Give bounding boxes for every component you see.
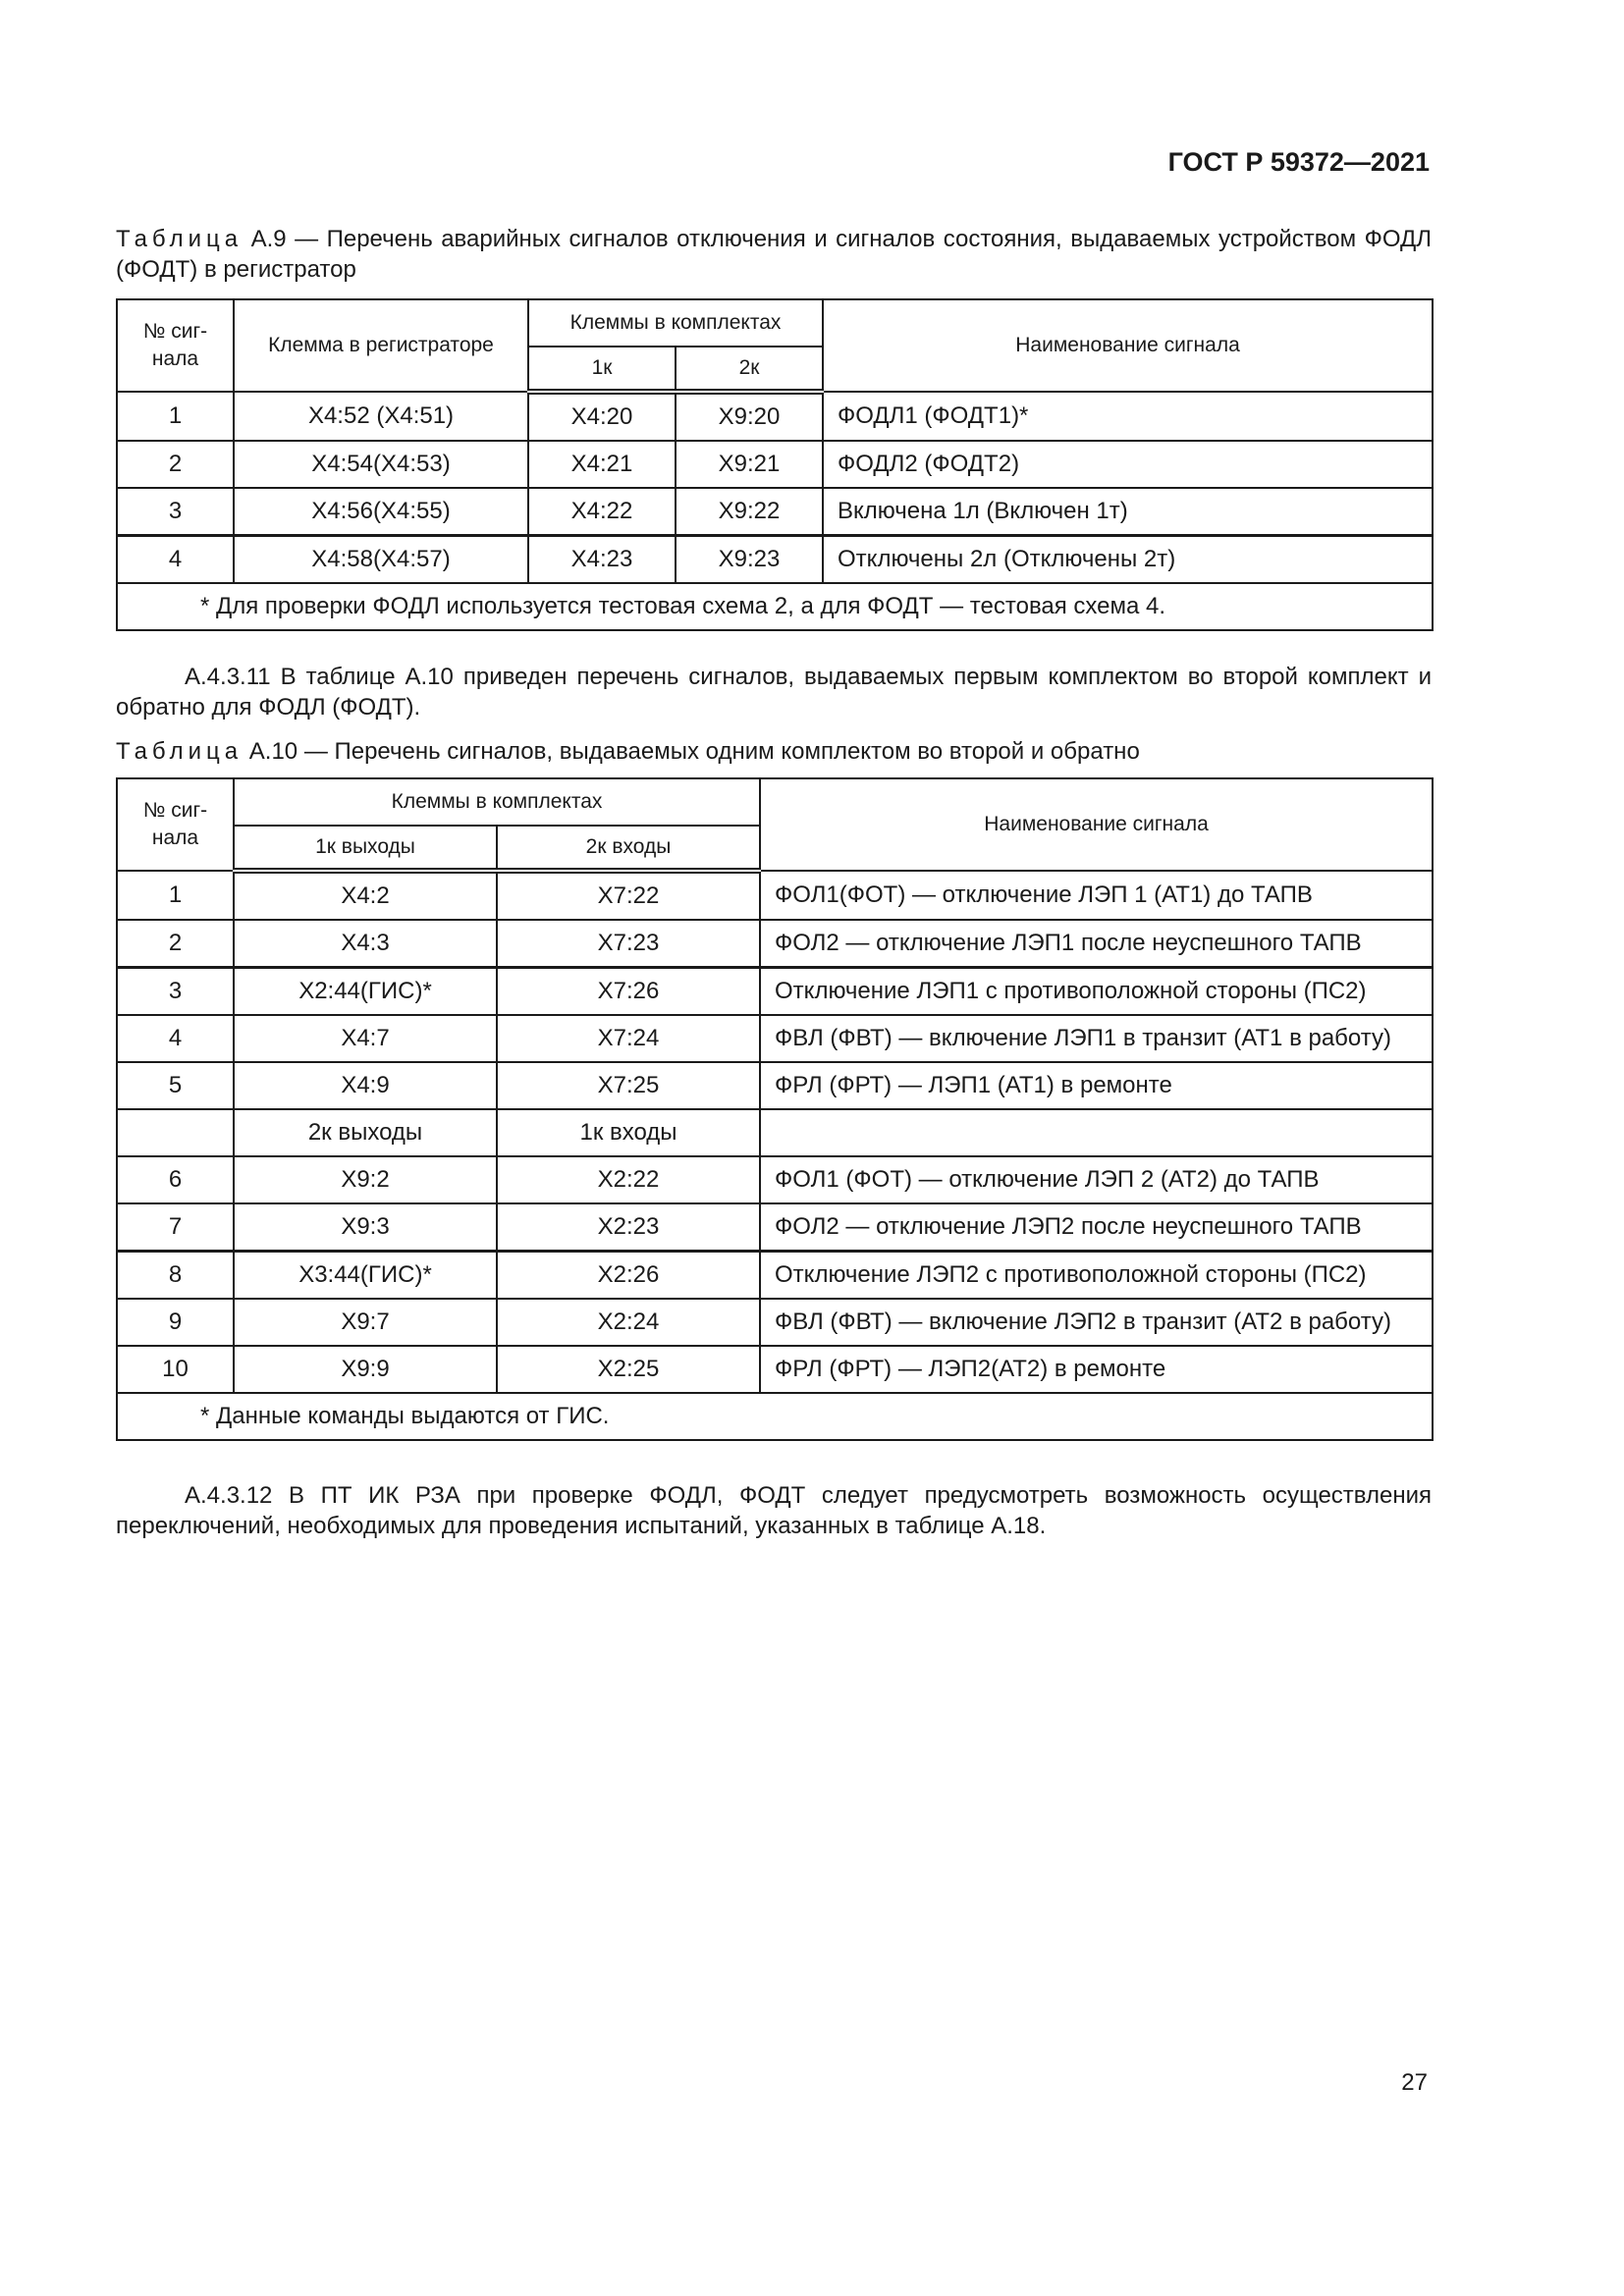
table-a10-caption	[116, 736, 1432, 767]
cell-output: X4:2	[234, 871, 497, 920]
table-row	[117, 1203, 1433, 1252]
table-a9-footnote: * Для проверки ФОДЛ используется тестовая схема 2, а для ФОДТ — тестовая схема 4.	[117, 583, 1433, 630]
header-set-1k: 1к	[528, 347, 676, 392]
cell-num: 5	[117, 1062, 234, 1109]
cell-signal-name: Включена 1л (Включен 1т)	[823, 488, 1433, 536]
table-a10-footnote: * Данные команды выдаются от ГИС.	[117, 1393, 1433, 1440]
cell-output: X9:7	[234, 1299, 497, 1346]
table-row	[117, 920, 1433, 968]
header-signal-name: Наименование сигнала	[823, 299, 1433, 392]
cell-input: X7:25	[497, 1062, 760, 1109]
cell-empty	[117, 1109, 234, 1156]
cell-num: 2	[117, 920, 234, 968]
cell-input: X7:23	[497, 920, 760, 968]
header-signal-number: № сиг-нала	[117, 778, 234, 871]
cell-num: 1	[117, 392, 234, 441]
cell-input: X2:24	[497, 1299, 760, 1346]
page-number: 27	[1401, 2069, 1428, 2096]
table-row	[117, 968, 1433, 1016]
table-footnote-row	[117, 1393, 1433, 1440]
subheader-1k-inputs: 1к входы	[497, 1109, 760, 1156]
cell-num: 4	[117, 536, 234, 584]
table-row	[117, 1299, 1433, 1346]
cell-input: X2:23	[497, 1203, 760, 1252]
cell-signal-name: Отключение ЛЭП2 с противоположной стороны (ПС2)	[760, 1252, 1433, 1300]
header-signal-number: № сиг-нала	[117, 299, 234, 392]
cell-register: X4:58(X4:57)	[234, 536, 528, 584]
paragraph-a4-3-11-text: А.4.3.11 В таблице А.10 приведен перечень сигналов, выдаваемых первым комплектом во второй комплект и обратно для ФОДЛ (ФОДТ).	[116, 664, 1432, 721]
cell-signal-name: ФВЛ (ФВТ) — включение ЛЭП1 в транзит (АТ1 в работу)	[760, 1015, 1433, 1062]
cell-register: X4:52 (X4:51)	[234, 392, 528, 441]
cell-num: 3	[117, 968, 234, 1016]
cell-num: 2	[117, 441, 234, 488]
cell-num: 3	[117, 488, 234, 536]
cell-output: X9:3	[234, 1203, 497, 1252]
cell-output: X9:9	[234, 1346, 497, 1393]
header-1k-outputs: 1к выходы	[234, 826, 497, 871]
table-row	[117, 488, 1433, 536]
cell-input: X7:22	[497, 871, 760, 920]
cell-signal-name: Отключение ЛЭП1 с противоположной стороны (ПС2)	[760, 968, 1433, 1016]
table-a9-caption-prefix: Таблица	[116, 226, 244, 252]
cell-num: 7	[117, 1203, 234, 1252]
table-footnote-row	[117, 583, 1433, 630]
cell-signal-name: ФОЛ2 — отключение ЛЭП1 после неуспешного ТАПВ	[760, 920, 1433, 968]
cell-output: X4:7	[234, 1015, 497, 1062]
cell-1k: X4:22	[528, 488, 676, 536]
header-set-terminals: Клеммы в комплектах	[234, 778, 760, 826]
cell-1k: X4:21	[528, 441, 676, 488]
cell-num: 4	[117, 1015, 234, 1062]
subheader-2k-outputs: 2к выходы	[234, 1109, 497, 1156]
cell-signal-name: ФОЛ1 (ФОТ) — отключение ЛЭП 2 (АТ2) до ТАПВ	[760, 1156, 1433, 1203]
cell-output: X3:44(ГИС)*	[234, 1252, 497, 1300]
cell-register: X4:54(X4:53)	[234, 441, 528, 488]
cell-input: X2:25	[497, 1346, 760, 1393]
paragraph-a4-3-12	[116, 1480, 1432, 1541]
header-register-terminal: Клемма в регистраторе	[234, 299, 528, 392]
table-row	[117, 871, 1433, 920]
cell-1k: X4:20	[528, 392, 676, 441]
table-row	[117, 536, 1433, 584]
header-set-2k: 2к	[676, 347, 823, 392]
standard-number: ГОСТ Р 59372—2021	[1167, 147, 1430, 177]
table-a10	[116, 777, 1434, 1441]
cell-signal-name: ФРЛ (ФРТ) — ЛЭП1 (АТ1) в ремонте	[760, 1062, 1433, 1109]
cell-signal-name: ФОЛ1(ФОТ) — отключение ЛЭП 1 (АТ1) до ТАПВ	[760, 871, 1433, 920]
paragraph-a4-3-12-text: А.4.3.12 В ПТ ИК РЗА при проверке ФОДЛ, ФОДТ следует предусмотреть возможность осуществления переключений, необходимых для проведения испытаний, указанных в таблице А.18.	[116, 1482, 1432, 1539]
cell-num: 8	[117, 1252, 234, 1300]
table-a9-caption-text: А.9 — Перечень аварийных сигналов отключения и сигналов состояния, выдаваемых устройством ФОДЛ (ФОДТ) в регистратор	[116, 226, 1432, 283]
cell-input: X2:26	[497, 1252, 760, 1300]
cell-signal-name: ФОЛ2 — отключение ЛЭП2 после неуспешного ТАПВ	[760, 1203, 1433, 1252]
header-set-terminals: Клеммы в комплектах	[528, 299, 823, 347]
header-signal-name: Наименование сигнала	[760, 778, 1433, 871]
cell-signal-name: ФВЛ (ФВТ) — включение ЛЭП2 в транзит (АТ2 в работу)	[760, 1299, 1433, 1346]
cell-signal-name: ФРЛ (ФРТ) — ЛЭП2(АТ2) в ремонте	[760, 1346, 1433, 1393]
cell-2k: X9:23	[676, 536, 823, 584]
table-row	[117, 441, 1433, 488]
cell-signal-name: ФОДЛ2 (ФОДТ2)	[823, 441, 1433, 488]
cell-output: X9:2	[234, 1156, 497, 1203]
cell-1k: X4:23	[528, 536, 676, 584]
cell-num: 10	[117, 1346, 234, 1393]
table-row	[117, 1346, 1433, 1393]
table-row	[117, 392, 1433, 441]
cell-input: X7:26	[497, 968, 760, 1016]
cell-num: 6	[117, 1156, 234, 1203]
table-a9-caption	[116, 224, 1432, 285]
cell-input: X2:22	[497, 1156, 760, 1203]
paragraph-a4-3-11	[116, 662, 1432, 722]
table-subheader-row	[117, 1109, 1433, 1156]
table-row	[117, 1252, 1433, 1300]
cell-register: X4:56(X4:55)	[234, 488, 528, 536]
cell-signal-name: ФОДЛ1 (ФОДТ1)*	[823, 392, 1433, 441]
cell-num: 1	[117, 871, 234, 920]
cell-num: 9	[117, 1299, 234, 1346]
cell-2k: X9:21	[676, 441, 823, 488]
cell-output: X4:3	[234, 920, 497, 968]
table-row	[117, 1062, 1433, 1109]
cell-input: X7:24	[497, 1015, 760, 1062]
cell-empty	[760, 1109, 1433, 1156]
header-2k-inputs: 2к входы	[497, 826, 760, 871]
table-a10-caption-prefix: Таблица	[116, 738, 244, 765]
table-row	[117, 1015, 1433, 1062]
table-a9	[116, 298, 1434, 631]
cell-2k: X9:20	[676, 392, 823, 441]
cell-output: X2:44(ГИС)*	[234, 968, 497, 1016]
table-a10-caption-text: А.10 — Перечень сигналов, выдаваемых одним комплектом во второй и обратно	[243, 738, 1140, 765]
cell-output: X4:9	[234, 1062, 497, 1109]
cell-2k: X9:22	[676, 488, 823, 536]
table-row	[117, 1156, 1433, 1203]
cell-signal-name: Отключены 2л (Отключены 2т)	[823, 536, 1433, 584]
